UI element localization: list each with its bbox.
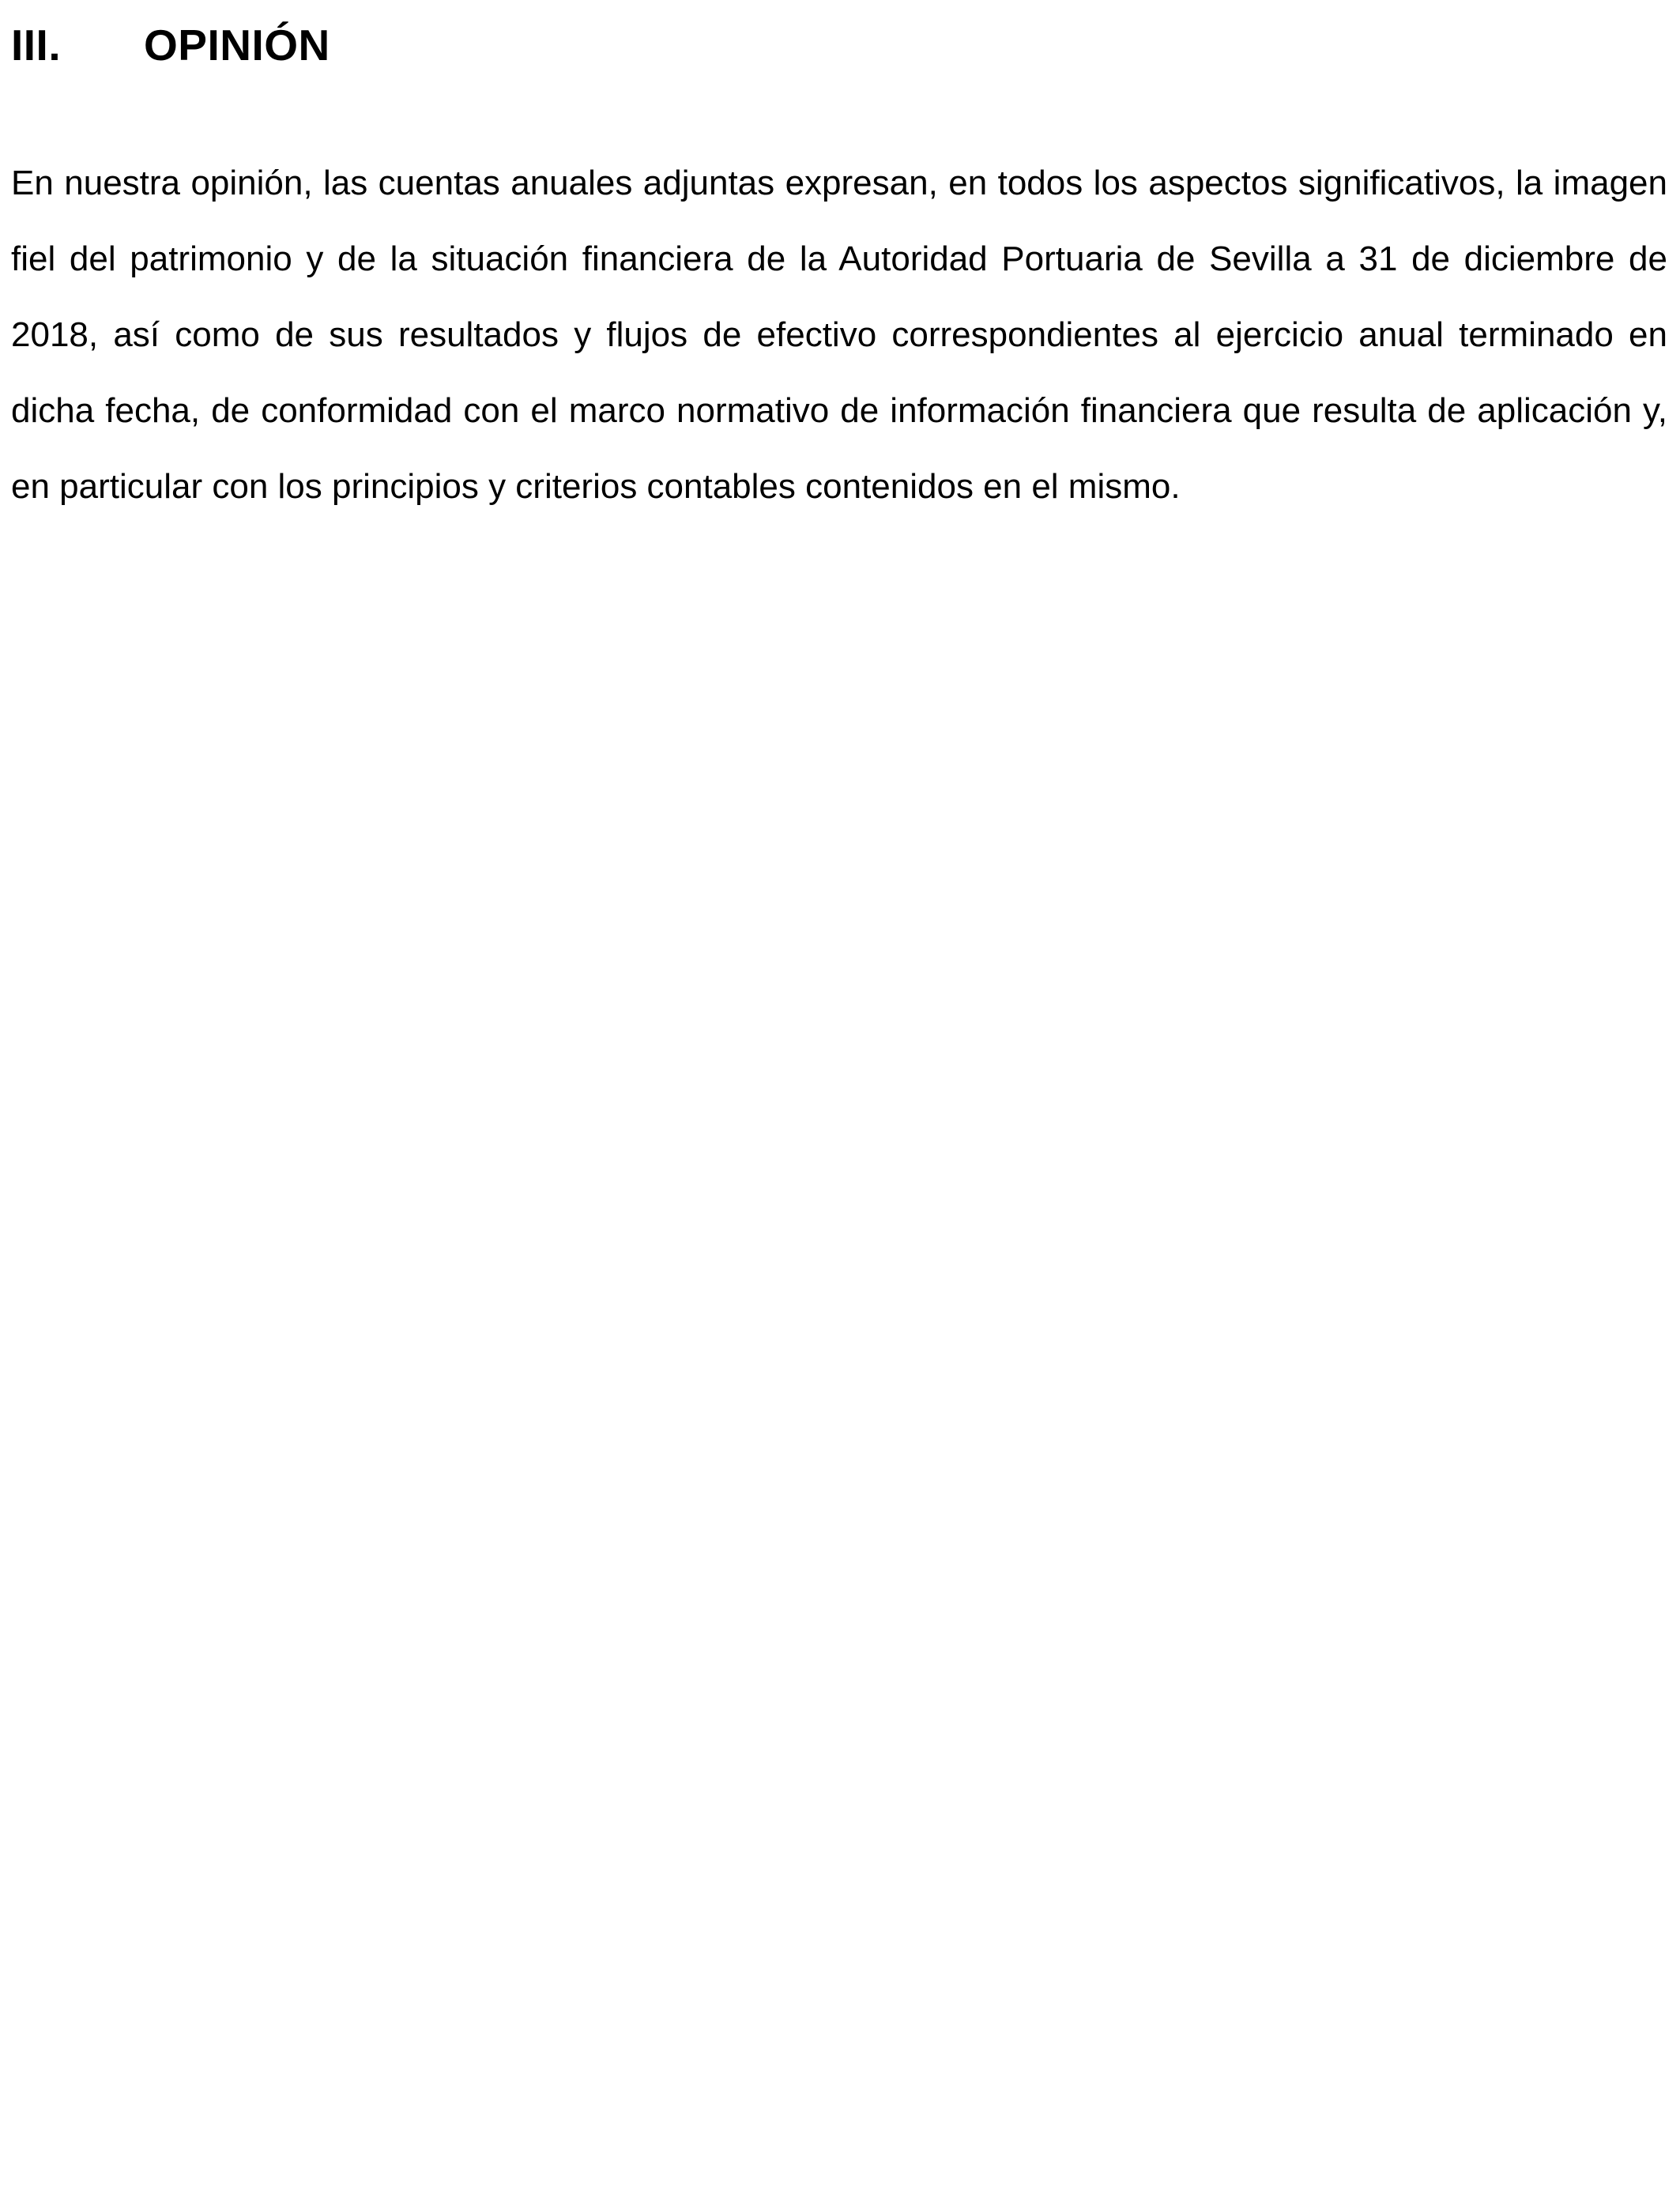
section-heading bbox=[11, 16, 330, 74]
section-title: OPINIÓN bbox=[144, 21, 330, 70]
section-number: III. bbox=[11, 21, 62, 70]
opinion-paragraph: En nuestra opinión, las cuentas anuales adjuntas expresan, en todos los aspectos significativos, la imagen fiel del patrimonio y de la situación financiera de la Autoridad Portuaria de Sevilla a 31 de diciembre de 2018, así como de sus resultados y flujos de efectivo correspondientes al ejercicio anual terminado en dicha fecha, de conformidad con el marco normativo de información financiera que resulta de aplicación y, en particular con los principios y criterios contables contenidos en el mismo. bbox=[11, 164, 1667, 506]
